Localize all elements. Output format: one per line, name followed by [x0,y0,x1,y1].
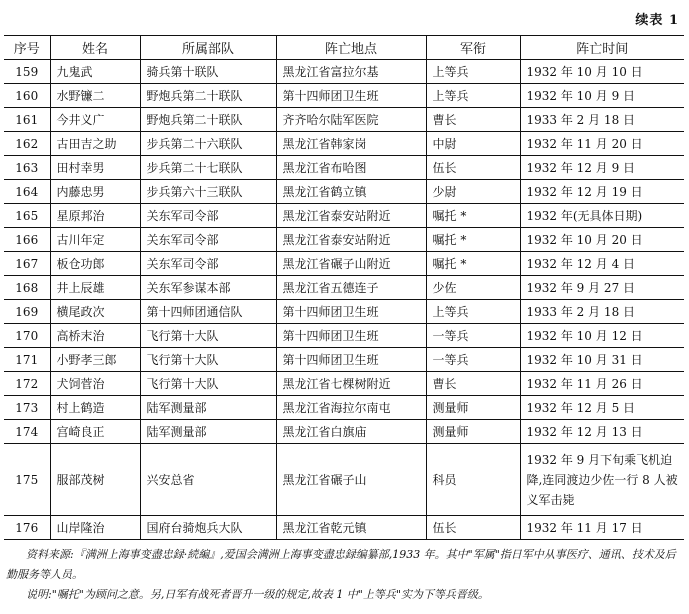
table-cell: 1932 年 10 月 9 日 [520,84,684,108]
table-cell: 测量师 [426,396,520,420]
table-cell: 1932 年 12 月 4 日 [520,252,684,276]
table-cell: 关东军司令部 [140,252,276,276]
table-cell: 黑龙江省碾子山 [276,444,426,516]
table-cell: 1932 年 12 月 19 日 [520,180,684,204]
table-cell: 板仓功郎 [50,252,140,276]
header-cell: 序号 [4,36,50,60]
table-cell: 黑龙江省五德连子 [276,276,426,300]
table-row [4,228,684,252]
table-cell: 黑龙江省泰安站附近 [276,204,426,228]
table-cell: 古田吉之助 [50,132,140,156]
table-caption: 续表 1 [635,13,679,28]
table-cell: 飞行第十大队 [140,372,276,396]
table-cell: 小野孝三郎 [50,348,140,372]
header-cell: 阵亡地点 [276,36,426,60]
table-cell: 上等兵 [426,60,520,84]
table-cell: 1933 年 2 月 18 日 [520,300,684,324]
table-cell: 步兵第二十七联队 [140,156,276,180]
table-row [4,516,684,540]
table-row [4,84,684,108]
table-cell: 黑龙江省七棵树附近 [276,372,426,396]
table-cell: 内藤忠男 [50,180,140,204]
table-cell: 科员 [426,444,520,516]
table-row [4,300,684,324]
table-cell: 步兵第二十六联队 [140,132,276,156]
table-row [4,108,684,132]
table-cell: 上等兵 [426,84,520,108]
table-cell: 少尉 [426,180,520,204]
table-cell: 1932 年 12 月 9 日 [520,156,684,180]
table-cell: 165 [4,204,50,228]
table-cell: 嘱托 * [426,204,520,228]
table-cell: 陆军测量部 [140,396,276,420]
table-row [4,420,684,444]
table-cell: 第十四师团卫生班 [276,348,426,372]
table-cell: 黑龙江省乾元镇 [276,516,426,540]
table-cell: 160 [4,84,50,108]
table-cell: 161 [4,108,50,132]
table-cell: 1932 年(无具体日期) [520,204,684,228]
table-cell: 1932 年 9 月 27 日 [520,276,684,300]
table-cell: 横尾政次 [50,300,140,324]
table-cell: 服部茂树 [50,444,140,516]
table-cell: 水野镰二 [50,84,140,108]
table-cell: 井上辰雄 [50,276,140,300]
header-cell: 所属部队 [140,36,276,60]
table-cell: 黑龙江省白旗庙 [276,420,426,444]
explanation-note: 说明:"嘱托"为顾问之意。另,日军有战死者晋升一级的规定,故表 1 中"上等兵"实为下等兵晋级。 [26,588,489,601]
table-row [4,276,684,300]
table-cell: 第十四师团卫生班 [276,84,426,108]
table-cell: 169 [4,300,50,324]
table-cell: 1932 年 12 月 5 日 [520,396,684,420]
table-cell: 曹长 [426,108,520,132]
casualty-table [4,35,684,540]
table-cell: 嘱托 * [426,228,520,252]
table-cell: 163 [4,156,50,180]
table-cell: 宫崎良正 [50,420,140,444]
table-cell: 测量师 [426,420,520,444]
table-cell: 黑龙江省碾子山附近 [276,252,426,276]
table-cell: 167 [4,252,50,276]
table-cell: 1932 年 9 月下旬乘飞机迫降,连同渡边少佐一行 8 人被义军击毙 [520,444,684,516]
table-cell: 关东军司令部 [140,228,276,252]
source-note: 资料来源:『满洲上海事变盡忠録·続編』,爱国会满洲上海事变盡忠録编纂部,1933 年。其中"军属"指日军中从事医疗、通讯、技术及后勤服务等人员。 [6,548,676,581]
header-cell: 阵亡时间 [520,36,684,60]
table-cell: 飞行第十大队 [140,348,276,372]
header-cell: 姓名 [50,36,140,60]
table-cell: 兴安总省 [140,444,276,516]
table-row [4,444,684,516]
table-cell: 曹长 [426,372,520,396]
table-cell: 1932 年 11 月 17 日 [520,516,684,540]
table-cell: 175 [4,444,50,516]
table-cell: 高桥末治 [50,324,140,348]
table-cell: 164 [4,180,50,204]
table-row [4,156,684,180]
table-cell: 陆军测量部 [140,420,276,444]
table-cell: 166 [4,228,50,252]
table-row [4,132,684,156]
table-cell: 第十四师团卫生班 [276,300,426,324]
table-row [4,324,684,348]
table-cell: 一等兵 [426,348,520,372]
table-cell: 黑龙江省海拉尔南屯 [276,396,426,420]
table-cell: 1932 年 10 月 12 日 [520,324,684,348]
table-cell: 黑龙江省鹤立镇 [276,180,426,204]
table-cell: 伍长 [426,516,520,540]
table-cell: 170 [4,324,50,348]
table-row [4,180,684,204]
table-cell: 步兵第六十三联队 [140,180,276,204]
table-cell: 第十四师团通信队 [140,300,276,324]
table-cell: 上等兵 [426,300,520,324]
table-cell: 野炮兵第二十联队 [140,84,276,108]
table-cell: 犬饲菅治 [50,372,140,396]
table-cell: 骑兵第十联队 [140,60,276,84]
table-notes [6,545,684,605]
table-cell: 野炮兵第二十联队 [140,108,276,132]
table-cell: 关东军司令部 [140,204,276,228]
table-cell: 国府台骑炮兵大队 [140,516,276,540]
table-cell: 嘱托 * [426,252,520,276]
table-row [4,252,684,276]
table-cell: 黑龙江省泰安站附近 [276,228,426,252]
table-cell: 黑龙江省富拉尔基 [276,60,426,84]
table-cell: 1932 年 10 月 31 日 [520,348,684,372]
table-cell: 今井义广 [50,108,140,132]
table-cell: 1932 年 10 月 10 日 [520,60,684,84]
table-cell: 1932 年 10 月 20 日 [520,228,684,252]
table-cell: 171 [4,348,50,372]
table-cell: 关东军参谋本部 [140,276,276,300]
table-cell: 174 [4,420,50,444]
table-cell: 176 [4,516,50,540]
table-row [4,396,684,420]
table-cell: 159 [4,60,50,84]
table-cell: 伍长 [426,156,520,180]
header-cell: 军衔 [426,36,520,60]
table-cell: 168 [4,276,50,300]
table-header-row [4,36,684,60]
table-cell: 1932 年 12 月 13 日 [520,420,684,444]
table-cell: 古川年定 [50,228,140,252]
table-row [4,372,684,396]
table-cell: 九鬼武 [50,60,140,84]
table-cell: 162 [4,132,50,156]
table-cell: 飞行第十大队 [140,324,276,348]
table-cell: 中尉 [426,132,520,156]
table-cell: 1933 年 2 月 18 日 [520,108,684,132]
table-cell: 山岸隆治 [50,516,140,540]
table-cell: 少佐 [426,276,520,300]
table-cell: 齐齐哈尔陆军医院 [276,108,426,132]
table-cell: 星原邦治 [50,204,140,228]
table-cell: 黑龙江省布哈图 [276,156,426,180]
table-cell: 第十四师团卫生班 [276,324,426,348]
table-row [4,348,684,372]
table-cell: 1932 年 11 月 26 日 [520,372,684,396]
table-row [4,204,684,228]
table-cell: 黑龙江省韩家岗 [276,132,426,156]
table-cell: 一等兵 [426,324,520,348]
table-cell: 172 [4,372,50,396]
table-row [4,60,684,84]
table-cell: 1932 年 11 月 20 日 [520,132,684,156]
table-cell: 田村幸男 [50,156,140,180]
table-cell: 173 [4,396,50,420]
table-cell: 村上鹤造 [50,396,140,420]
